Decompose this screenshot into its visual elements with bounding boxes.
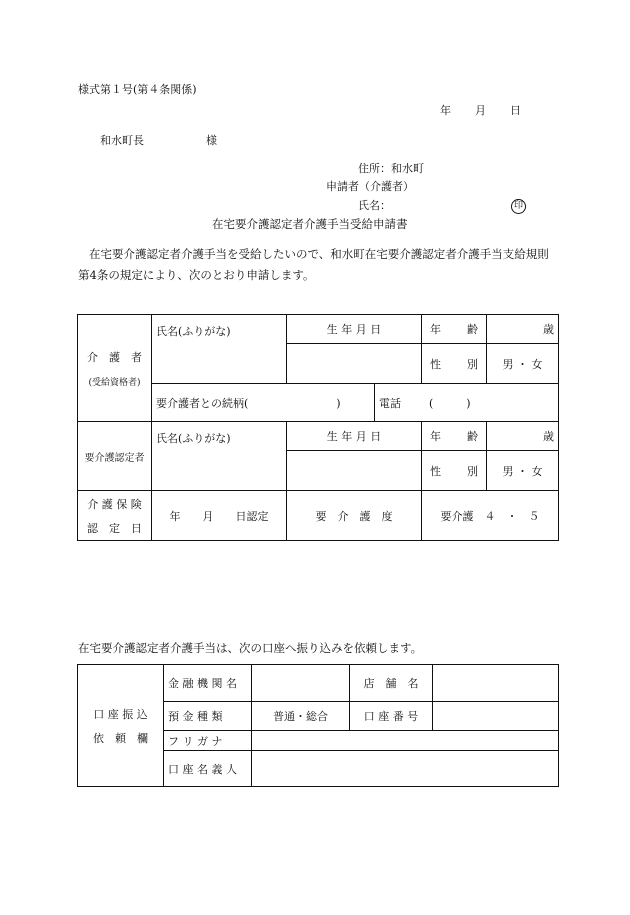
caregiver-label-cell [78,315,152,422]
deposit-type-value[interactable]: 普通・総合 [252,702,350,731]
intro-paragraph: 在宅要介護認定者介護手当を受給したいので、和水町在宅要介護認定者介護手当支給規則第4条の規定により、次のとおり申請します。 [78,247,549,282]
date-month: 月 [475,104,486,117]
caregiver-sex-label-2: 別 [467,357,478,371]
branch-value[interactable] [433,665,559,702]
caregiver-name-cell[interactable] [152,315,287,384]
caregiver-sex-label-1: 性 [430,357,441,371]
seal-mark: 印 [511,199,526,214]
insurance-label-cell [78,491,152,541]
deposit-type-label: 預 金 種 類 [164,702,252,731]
caregiver-sex-label-cell [422,344,487,384]
caregiver-sex-value[interactable]: 男 ・ 女 [487,344,559,384]
form-number: 様式第１号(第４条関係) [78,83,197,96]
addressee: 和水町長 [100,134,144,147]
recipient-name-label: 氏名(ふりがな) [156,432,231,445]
bank-section-label-line2: 依 頼 欄 [93,731,148,745]
caregiver-name-label: 氏名(ふりがな) [156,325,231,338]
furigana-label: フ リ ガ ナ [164,731,252,751]
caregiver-sublabel: (受給資格者) [88,377,141,388]
recipient-birth-label: 生 年 月 日 [287,422,422,451]
recipient-sex-value[interactable]: 男 ・ 女 [487,451,559,491]
honorific: 様 [206,134,217,147]
bank-intro: 在宅要介護認定者介護手当は、次の口座へ振り込みを依頼します。 [78,641,423,655]
bank-transfer-table [77,664,559,787]
applicant-name-label: 氏名： [358,199,391,212]
caregiver-age-label-2: 齢 [467,323,478,336]
date-year: 年 [440,104,451,117]
caregiver-label: 介 護 者 [87,350,142,364]
recipient-sex-label-2: 別 [467,464,478,478]
caregiver-birth-label: 生 年 月 日 [287,315,422,344]
applicant-info-table [77,314,559,541]
applicant-address: 住所：和水町 [358,162,424,175]
caregiver-age-label-cell [422,315,487,344]
bank-section-label-line1: 口 座 振 込 [93,707,148,721]
insurance-date-value[interactable]: 年 月 日認定 [152,491,287,541]
recipient-age-unit[interactable]: 歳 [487,422,559,451]
recipient-sex-label-1: 性 [430,464,441,478]
date-day: 日 [510,104,521,117]
caregiver-age-label-1: 年 [430,323,441,336]
care-level-label: 要 介 護 度 [287,491,422,541]
recipient-sex-label-cell [422,451,487,491]
recipient-age-label-1: 年 [430,430,441,443]
recipient-label: 要介護認定者 [78,422,152,491]
applicant-role: 申請者（介護者） [326,180,414,193]
recipient-age-label-cell [422,422,487,451]
caregiver-birth-value[interactable] [287,344,422,384]
account-number-label: 口 座 番 号 [350,702,433,731]
account-holder-label: 口 座 名 義 人 [164,751,252,787]
insurance-label-line2: 認 定 日 [87,521,142,535]
recipient-age-label-2: 齢 [467,430,478,443]
caregiver-phone-label: 電話 [379,396,401,410]
caregiver-relation[interactable]: 要介護者との続柄( ) [152,384,375,422]
institution-label: 金 融 機 関 名 [164,665,252,702]
recipient-name-cell[interactable] [152,422,287,491]
furigana-value[interactable] [252,731,559,751]
caregiver-phone-parens: ( ) [429,396,471,410]
account-number-value[interactable] [433,702,559,731]
caregiver-phone-cell[interactable] [375,384,559,422]
caregiver-age-unit[interactable]: 歳 [487,315,559,344]
insurance-label-line1: 介 護 保 険 [87,497,142,511]
bank-section-label-cell [78,665,164,787]
institution-value[interactable] [252,665,350,702]
branch-label: 店 舗 名 [350,665,433,702]
care-level-value[interactable]: 要介護 ４ ・ ５ [422,491,559,541]
document-title: 在宅要介護認定者介護手当受給申請書 [212,217,408,231]
recipient-birth-value[interactable] [287,451,422,491]
date-line [440,105,521,116]
account-holder-value[interactable] [252,751,559,787]
